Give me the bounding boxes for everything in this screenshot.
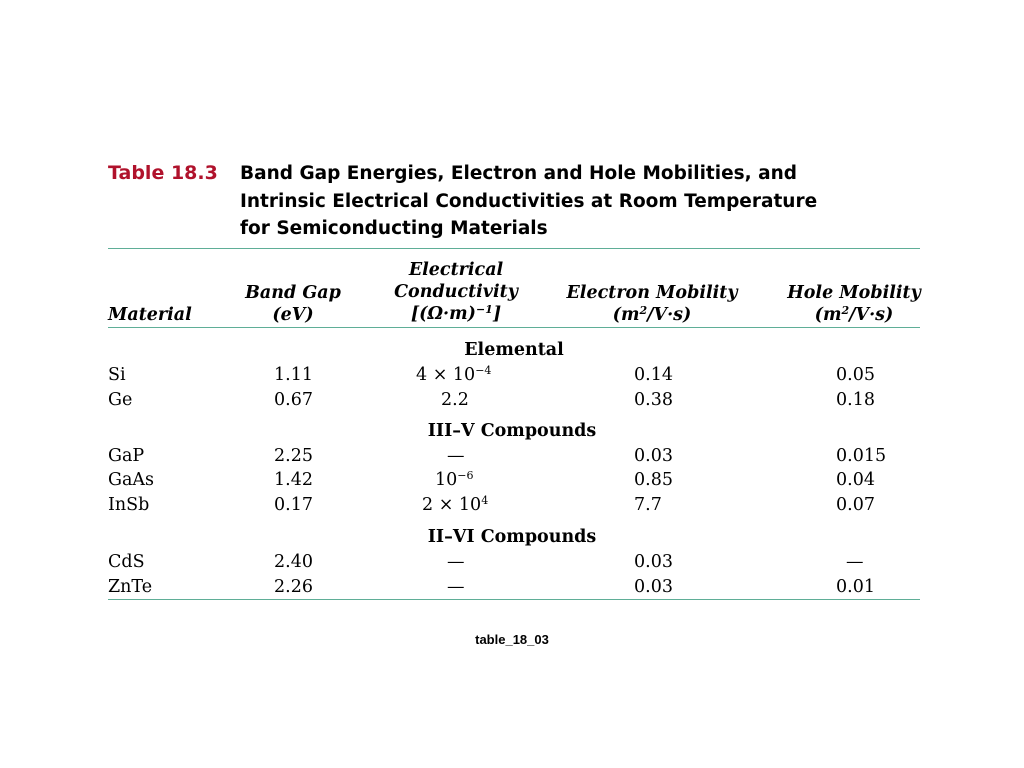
cell-band-gap: 1.42 <box>274 470 313 490</box>
figure-id-label: table_18_03 <box>475 632 549 647</box>
header-electron-mobility <box>562 282 742 326</box>
cell-electron-mobility: 0.14 <box>634 365 673 385</box>
cell-hole-mobility: 0.18 <box>836 390 875 410</box>
cell-hole-mobility: 0.05 <box>836 365 875 385</box>
cond-exponent: 4 <box>481 494 489 507</box>
cond-base: 2.2 <box>441 390 469 410</box>
unit-exponent: −1 <box>475 303 493 316</box>
header-band-gap-unit: (eV) <box>272 305 314 325</box>
cell-material: ZnTe <box>108 577 153 597</box>
cell-electron-mobility: 0.03 <box>634 552 673 572</box>
table-title-line: Intrinsic Electrical Conductivities at Room Temperature <box>240 190 818 212</box>
unit-rest: /V·s) <box>647 305 692 325</box>
group-label-elemental: Elemental <box>464 340 564 360</box>
cell-material: CdS <box>108 552 145 572</box>
header-electron-mobility-unit <box>562 304 742 326</box>
cond-exponent: −4 <box>475 364 492 377</box>
header-hole-mobility-unit <box>780 304 928 326</box>
unit-base: (m <box>612 305 640 325</box>
header-rule <box>108 327 920 328</box>
group-label-iii-v: III–V Compounds <box>427 421 597 441</box>
unit-exponent: 2 <box>639 304 648 317</box>
cond-base: 2 × 10 <box>422 495 482 515</box>
cell-electron-mobility: 0.38 <box>634 390 673 410</box>
header-hole-mobility <box>780 282 928 326</box>
cell-conductivity <box>416 364 491 386</box>
cell-band-gap: 0.67 <box>274 390 313 410</box>
cell-conductivity <box>447 576 465 598</box>
header-conductivity-line: Conductivity <box>394 282 518 302</box>
cell-conductivity <box>422 494 488 516</box>
cell-material: Si <box>108 365 126 385</box>
unit-base: (m <box>814 305 842 325</box>
cell-band-gap: 2.40 <box>274 552 313 572</box>
cell-electron-mobility: 7.7 <box>634 495 662 515</box>
cell-band-gap: 0.17 <box>274 495 313 515</box>
header-band-gap <box>238 282 348 326</box>
cell-conductivity <box>447 551 465 573</box>
table-number: Table 18.3 <box>108 162 218 184</box>
table-title-line: Band Gap Energies, Electron and Hole Mobilities, and <box>240 163 798 184</box>
cond-exponent: −6 <box>457 469 474 482</box>
cell-electron-mobility: 0.85 <box>634 470 673 490</box>
unit-exponent: 2 <box>841 304 850 317</box>
cond-base: 4 × 10 <box>416 365 476 385</box>
cond-base: — <box>447 577 465 597</box>
cell-hole-mobility: 0.07 <box>836 495 875 515</box>
cell-band-gap: 2.25 <box>274 446 313 466</box>
group-label-ii-vi: II–VI Compounds <box>427 527 597 547</box>
cell-hole-mobility: 0.01 <box>836 577 875 597</box>
header-conductivity-line: Electrical <box>408 260 504 280</box>
cell-material: Ge <box>108 390 133 410</box>
cond-base: — <box>447 552 465 572</box>
cell-material: GaP <box>108 446 145 466</box>
header-band-gap-line: Band Gap <box>245 283 341 303</box>
header-conductivity-unit <box>388 303 524 325</box>
unit-close: ] <box>492 304 502 324</box>
unit-rest: /V·s) <box>849 305 894 325</box>
cell-hole-mobility: 0.015 <box>836 446 887 466</box>
header-material: Material <box>108 305 192 325</box>
cell-band-gap: 2.26 <box>274 577 313 597</box>
header-hole-mobility-line: Hole Mobility <box>787 283 921 303</box>
cond-base: 10 <box>435 470 458 490</box>
cell-material: GaAs <box>108 470 155 490</box>
header-conductivity <box>388 259 524 325</box>
cell-electron-mobility: 0.03 <box>634 577 673 597</box>
cell-electron-mobility: 0.03 <box>634 446 673 466</box>
cond-base: — <box>447 446 465 466</box>
cell-conductivity <box>435 469 474 491</box>
header-electron-mobility-line: Electron Mobility <box>566 283 738 303</box>
cell-hole-mobility: — <box>846 552 864 572</box>
table-top-rule <box>108 248 920 249</box>
unit-base: [(Ω·m) <box>410 304 476 324</box>
table-title <box>240 160 900 243</box>
cell-material: InSb <box>108 495 150 515</box>
cell-conductivity <box>447 445 465 467</box>
table-title-line: for Semiconducting Materials <box>240 218 548 239</box>
table-bottom-rule <box>108 599 920 600</box>
cell-hole-mobility: 0.04 <box>836 470 875 490</box>
cell-band-gap: 1.11 <box>274 365 313 385</box>
cell-conductivity <box>441 389 469 411</box>
